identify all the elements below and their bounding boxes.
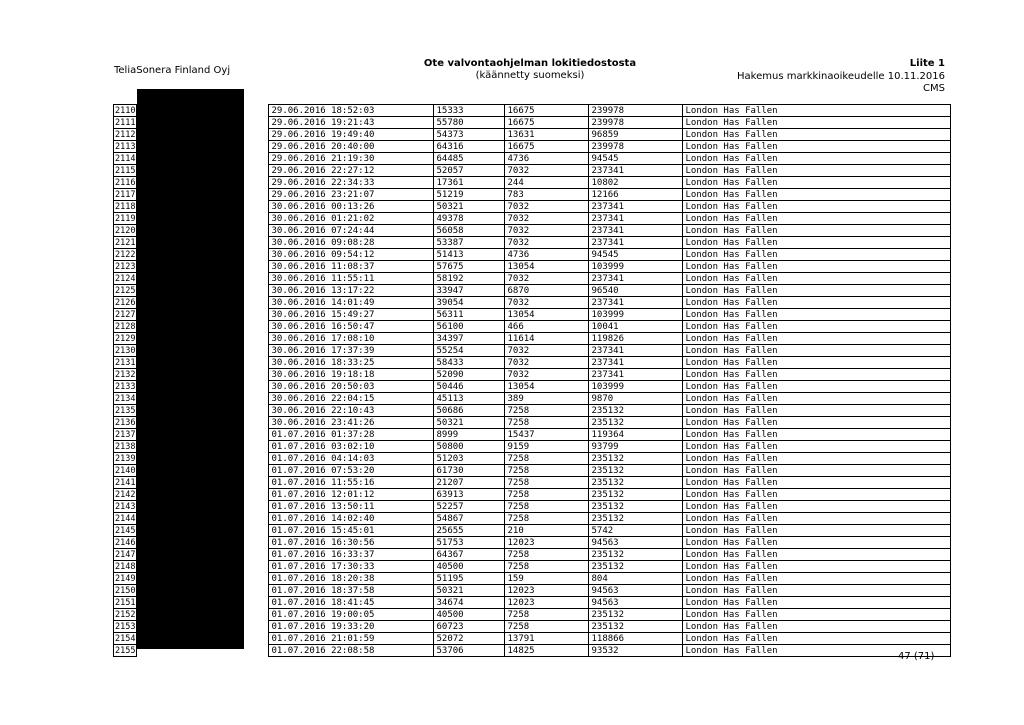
value-b-cell: 14825 [505, 645, 589, 657]
application-reference: Hakemus markkinaoikeudelle 10.11.2016 [737, 71, 945, 82]
row-id-cell: 2119 [115, 213, 136, 224]
value-c-cell: 239978 [589, 117, 683, 129]
timestamp-cell: 01.07.2016 18:41:45 [269, 597, 434, 609]
value-a-cell: 34397 [434, 333, 505, 345]
value-b-cell: 7032 [505, 297, 589, 309]
title-cell: London Has Fallen [683, 633, 951, 645]
value-b-cell: 6870 [505, 285, 589, 297]
row-id-cell: 2134 [115, 393, 136, 404]
timestamp-cell: 01.07.2016 14:02:40 [269, 513, 434, 525]
value-a-cell: 51219 [434, 189, 505, 201]
redaction-block [137, 89, 244, 649]
value-c-cell: 119826 [589, 333, 683, 345]
row-id-cell: 2125 [115, 285, 136, 296]
value-b-cell: 7258 [505, 477, 589, 489]
row-id-cell: 2128 [115, 321, 136, 332]
value-c-cell: 9870 [589, 393, 683, 405]
value-c-cell: 237341 [589, 369, 683, 381]
value-b-cell: 7258 [505, 405, 589, 417]
value-a-cell: 58433 [434, 357, 505, 369]
row-id-cell: 2139 [115, 453, 136, 464]
title-cell: London Has Fallen [683, 585, 951, 597]
value-c-cell: 235132 [589, 549, 683, 561]
value-b-cell: 7258 [505, 621, 589, 633]
value-b-cell: 159 [505, 573, 589, 585]
value-a-cell: 50446 [434, 381, 505, 393]
value-b-cell: 7032 [505, 201, 589, 213]
timestamp-cell: 30.06.2016 13:17:22 [269, 285, 434, 297]
value-b-cell: 15437 [505, 429, 589, 441]
title-cell: London Has Fallen [683, 225, 951, 237]
value-b-cell: 466 [505, 321, 589, 333]
value-c-cell: 94563 [589, 585, 683, 597]
value-a-cell: 52057 [434, 165, 505, 177]
timestamp-cell: 30.06.2016 22:04:15 [269, 393, 434, 405]
timestamp-cell: 30.06.2016 23:41:26 [269, 417, 434, 429]
value-a-cell: 50800 [434, 441, 505, 453]
value-b-cell: 7258 [505, 549, 589, 561]
value-c-cell: 237341 [589, 345, 683, 357]
value-c-cell: 235132 [589, 621, 683, 633]
title-cell: London Has Fallen [683, 393, 951, 405]
timestamp-cell: 30.06.2016 16:50:47 [269, 321, 434, 333]
timestamp-cell: 30.06.2016 01:21:02 [269, 213, 434, 225]
row-id-cell: 2154 [115, 633, 136, 644]
value-c-cell: 94545 [589, 153, 683, 165]
value-b-cell: 9159 [505, 441, 589, 453]
value-b-cell: 7258 [505, 513, 589, 525]
timestamp-cell: 30.06.2016 11:08:37 [269, 261, 434, 273]
timestamp-cell: 30.06.2016 17:08:10 [269, 333, 434, 345]
row-id-cell: 2144 [115, 513, 136, 524]
title-cell: London Has Fallen [683, 153, 951, 165]
row-id-cell: 2124 [115, 273, 136, 284]
timestamp-cell: 30.06.2016 14:01:49 [269, 297, 434, 309]
value-b-cell: 7032 [505, 273, 589, 285]
classification-label: CMS [923, 83, 945, 94]
value-a-cell: 51753 [434, 537, 505, 549]
row-id-cell: 2116 [115, 177, 136, 188]
timestamp-cell: 30.06.2016 15:49:27 [269, 309, 434, 321]
value-a-cell: 50321 [434, 417, 505, 429]
timestamp-cell: 01.07.2016 01:37:28 [269, 429, 434, 441]
timestamp-cell: 01.07.2016 19:00:05 [269, 609, 434, 621]
value-b-cell: 12023 [505, 585, 589, 597]
row-id-cell: 2117 [115, 189, 136, 200]
row-id-cell: 2129 [115, 333, 136, 344]
value-c-cell: 237341 [589, 201, 683, 213]
value-c-cell: 12166 [589, 189, 683, 201]
row-id-cell: 2136 [115, 417, 136, 428]
value-c-cell: 237341 [589, 165, 683, 177]
value-c-cell: 93532 [589, 645, 683, 657]
value-c-cell: 5742 [589, 525, 683, 537]
row-id-cell: 2120 [115, 225, 136, 236]
row-id-cell: 2112 [115, 129, 136, 140]
value-c-cell: 10041 [589, 321, 683, 333]
value-c-cell: 237341 [589, 225, 683, 237]
timestamp-cell: 29.06.2016 19:49:40 [269, 129, 434, 141]
timestamp-cell: 29.06.2016 22:34:33 [269, 177, 434, 189]
value-a-cell: 52072 [434, 633, 505, 645]
value-b-cell: 13791 [505, 633, 589, 645]
title-cell: London Has Fallen [683, 525, 951, 537]
value-c-cell: 237341 [589, 273, 683, 285]
value-c-cell: 235132 [589, 501, 683, 513]
value-c-cell: 96540 [589, 285, 683, 297]
timestamp-cell: 30.06.2016 00:13:26 [269, 201, 434, 213]
row-id-cell: 2143 [115, 501, 136, 512]
value-b-cell: 7032 [505, 225, 589, 237]
title-cell: London Has Fallen [683, 561, 951, 573]
row-id-cell: 2132 [115, 369, 136, 380]
value-a-cell: 49378 [434, 213, 505, 225]
title-cell: London Has Fallen [683, 573, 951, 585]
value-a-cell: 61730 [434, 465, 505, 477]
value-c-cell: 237341 [589, 357, 683, 369]
value-c-cell: 235132 [589, 489, 683, 501]
timestamp-cell: 30.06.2016 17:37:39 [269, 345, 434, 357]
row-id-cell: 2148 [115, 561, 136, 572]
title-cell: London Has Fallen [683, 549, 951, 561]
value-a-cell: 56100 [434, 321, 505, 333]
value-b-cell: 7032 [505, 369, 589, 381]
row-id-cell: 2147 [115, 549, 136, 560]
value-a-cell: 56058 [434, 225, 505, 237]
value-a-cell: 56311 [434, 309, 505, 321]
value-c-cell: 93799 [589, 441, 683, 453]
row-id-cell: 2140 [115, 465, 136, 476]
row-id-cell: 2153 [115, 621, 136, 632]
row-id-cell: 2133 [115, 381, 136, 392]
value-a-cell: 51413 [434, 249, 505, 261]
value-a-cell: 53706 [434, 645, 505, 657]
title-cell: London Has Fallen [683, 105, 951, 117]
value-b-cell: 12023 [505, 537, 589, 549]
timestamp-cell: 30.06.2016 18:33:25 [269, 357, 434, 369]
title-cell: London Has Fallen [683, 273, 951, 285]
value-a-cell: 8999 [434, 429, 505, 441]
title-cell: London Has Fallen [683, 501, 951, 513]
value-b-cell: 7258 [505, 609, 589, 621]
row-id-cell: 2131 [115, 357, 136, 368]
title-cell: London Has Fallen [683, 465, 951, 477]
timestamp-cell: 29.06.2016 22:27:12 [269, 165, 434, 177]
timestamp-cell: 01.07.2016 15:45:01 [269, 525, 434, 537]
value-a-cell: 50321 [434, 585, 505, 597]
title-cell: London Has Fallen [683, 453, 951, 465]
value-a-cell: 51195 [434, 573, 505, 585]
title-cell: London Has Fallen [683, 201, 951, 213]
title-cell: London Has Fallen [683, 333, 951, 345]
value-b-cell: 7258 [505, 501, 589, 513]
title-cell: London Has Fallen [683, 285, 951, 297]
timestamp-cell: 30.06.2016 07:24:44 [269, 225, 434, 237]
title-cell: London Has Fallen [683, 165, 951, 177]
row-id-cell: 2122 [115, 249, 136, 260]
row-id-cell: 2110 [115, 105, 136, 116]
value-b-cell: 7032 [505, 357, 589, 369]
value-b-cell: 11614 [505, 333, 589, 345]
title-cell: London Has Fallen [683, 345, 951, 357]
value-b-cell: 7258 [505, 561, 589, 573]
value-b-cell: 4736 [505, 249, 589, 261]
value-c-cell: 94545 [589, 249, 683, 261]
value-c-cell: 239978 [589, 105, 683, 117]
value-a-cell: 15333 [434, 105, 505, 117]
value-b-cell: 389 [505, 393, 589, 405]
value-a-cell: 63913 [434, 489, 505, 501]
value-a-cell: 57675 [434, 261, 505, 273]
value-b-cell: 13054 [505, 261, 589, 273]
row-id-cell: 2114 [115, 153, 136, 164]
timestamp-cell: 01.07.2016 12:01:12 [269, 489, 434, 501]
value-b-cell: 7258 [505, 453, 589, 465]
row-id-cell: 2155 [115, 645, 136, 656]
value-c-cell: 235132 [589, 465, 683, 477]
value-c-cell: 118866 [589, 633, 683, 645]
value-c-cell: 96859 [589, 129, 683, 141]
value-a-cell: 45113 [434, 393, 505, 405]
timestamp-cell: 30.06.2016 11:55:11 [269, 273, 434, 285]
value-b-cell: 16675 [505, 117, 589, 129]
attachment-label: Liite 1 [909, 58, 945, 69]
value-a-cell: 64485 [434, 153, 505, 165]
timestamp-cell: 01.07.2016 13:50:11 [269, 501, 434, 513]
timestamp-cell: 01.07.2016 22:08:58 [269, 645, 434, 657]
row-id-cell: 2149 [115, 573, 136, 584]
timestamp-cell: 29.06.2016 21:19:30 [269, 153, 434, 165]
value-c-cell: 237341 [589, 297, 683, 309]
title-cell: London Has Fallen [683, 609, 951, 621]
value-a-cell: 64316 [434, 141, 505, 153]
value-c-cell: 235132 [589, 513, 683, 525]
timestamp-cell: 01.07.2016 07:53:20 [269, 465, 434, 477]
value-b-cell: 7258 [505, 489, 589, 501]
value-a-cell: 25655 [434, 525, 505, 537]
row-id-cell: 2127 [115, 309, 136, 320]
value-b-cell: 16675 [505, 105, 589, 117]
value-a-cell: 60723 [434, 621, 505, 633]
value-a-cell: 50321 [434, 201, 505, 213]
value-c-cell: 239978 [589, 141, 683, 153]
value-b-cell: 210 [505, 525, 589, 537]
value-a-cell: 58192 [434, 273, 505, 285]
value-b-cell: 4736 [505, 153, 589, 165]
title-cell: London Has Fallen [683, 537, 951, 549]
title-cell: London Has Fallen [683, 297, 951, 309]
value-a-cell: 33947 [434, 285, 505, 297]
timestamp-cell: 29.06.2016 18:52:03 [269, 105, 434, 117]
timestamp-cell: 01.07.2016 17:30:33 [269, 561, 434, 573]
title-cell: London Has Fallen [683, 381, 951, 393]
title-cell: London Has Fallen [683, 489, 951, 501]
row-id-cell: 2138 [115, 441, 136, 452]
title-cell: London Has Fallen [683, 117, 951, 129]
value-a-cell: 53387 [434, 237, 505, 249]
value-c-cell: 237341 [589, 213, 683, 225]
title-cell: London Has Fallen [683, 321, 951, 333]
timestamp-cell: 30.06.2016 19:18:18 [269, 369, 434, 381]
value-b-cell: 244 [505, 177, 589, 189]
value-b-cell: 7258 [505, 465, 589, 477]
value-a-cell: 54867 [434, 513, 505, 525]
timestamp-cell: 30.06.2016 09:08:28 [269, 237, 434, 249]
document-title: Ote valvontaohjelman lokitiedostosta [423, 58, 637, 69]
row-id-cell: 2151 [115, 597, 136, 608]
value-b-cell: 13631 [505, 129, 589, 141]
title-cell: London Has Fallen [683, 369, 951, 381]
value-c-cell: 804 [589, 573, 683, 585]
timestamp-cell: 01.07.2016 03:02:10 [269, 441, 434, 453]
title-cell: London Has Fallen [683, 309, 951, 321]
value-a-cell: 17361 [434, 177, 505, 189]
value-b-cell: 783 [505, 189, 589, 201]
value-c-cell: 94563 [589, 537, 683, 549]
timestamp-cell: 29.06.2016 19:21:43 [269, 117, 434, 129]
row-id-cell: 2113 [115, 141, 136, 152]
row-id-cell: 2126 [115, 297, 136, 308]
value-b-cell: 7032 [505, 213, 589, 225]
row-id-cell: 2145 [115, 525, 136, 536]
title-cell: London Has Fallen [683, 249, 951, 261]
value-a-cell: 64367 [434, 549, 505, 561]
value-a-cell: 55780 [434, 117, 505, 129]
value-c-cell: 119364 [589, 429, 683, 441]
value-a-cell: 40500 [434, 609, 505, 621]
value-c-cell: 235132 [589, 453, 683, 465]
title-cell: London Has Fallen [683, 405, 951, 417]
row-id-cell: 2150 [115, 585, 136, 596]
timestamp-cell: 01.07.2016 18:37:58 [269, 585, 434, 597]
timestamp-cell: 30.06.2016 09:54:12 [269, 249, 434, 261]
row-id-cell: 2121 [115, 237, 136, 248]
title-cell: London Has Fallen [683, 177, 951, 189]
title-cell: London Has Fallen [683, 213, 951, 225]
value-c-cell: 235132 [589, 561, 683, 573]
row-id-cell: 2137 [115, 429, 136, 440]
title-cell: London Has Fallen [683, 129, 951, 141]
value-b-cell: 12023 [505, 597, 589, 609]
value-c-cell: 235132 [589, 609, 683, 621]
value-c-cell: 237341 [589, 237, 683, 249]
row-id-cell: 2141 [115, 477, 136, 488]
title-cell: London Has Fallen [683, 237, 951, 249]
value-c-cell: 235132 [589, 405, 683, 417]
value-c-cell: 103999 [589, 309, 683, 321]
timestamp-cell: 01.07.2016 18:20:38 [269, 573, 434, 585]
title-cell: London Has Fallen [683, 141, 951, 153]
value-a-cell: 54373 [434, 129, 505, 141]
value-b-cell: 13054 [505, 309, 589, 321]
timestamp-cell: 01.07.2016 16:33:37 [269, 549, 434, 561]
title-cell: London Has Fallen [683, 429, 951, 441]
title-cell: London Has Fallen [683, 261, 951, 273]
page-number: 47 (71) [898, 651, 935, 662]
row-id-cell: 2111 [115, 117, 136, 128]
row-id-cell: 2118 [115, 201, 136, 212]
timestamp-cell: 01.07.2016 19:33:20 [269, 621, 434, 633]
document-subtitle: (käännetty suomeksi) [475, 70, 585, 81]
value-b-cell: 16675 [505, 141, 589, 153]
row-id-cell: 2152 [115, 609, 136, 620]
timestamp-cell: 29.06.2016 20:40:00 [269, 141, 434, 153]
value-b-cell: 7032 [505, 165, 589, 177]
value-a-cell: 52090 [434, 369, 505, 381]
company-name: TeliaSonera Finland Oyj [114, 65, 231, 76]
title-cell: London Has Fallen [683, 357, 951, 369]
row-id-cell: 2123 [115, 261, 136, 272]
value-b-cell: 7258 [505, 417, 589, 429]
value-a-cell: 50686 [434, 405, 505, 417]
title-cell: London Has Fallen [683, 417, 951, 429]
row-id-cell: 2130 [115, 345, 136, 356]
timestamp-cell: 01.07.2016 16:30:56 [269, 537, 434, 549]
value-b-cell: 13054 [505, 381, 589, 393]
value-b-cell: 7032 [505, 345, 589, 357]
title-cell: London Has Fallen [683, 621, 951, 633]
timestamp-cell: 29.06.2016 23:21:07 [269, 189, 434, 201]
value-a-cell: 39054 [434, 297, 505, 309]
timestamp-cell: 01.07.2016 21:01:59 [269, 633, 434, 645]
timestamp-cell: 30.06.2016 22:10:43 [269, 405, 434, 417]
value-a-cell: 34674 [434, 597, 505, 609]
title-cell: London Has Fallen [683, 597, 951, 609]
row-id-cell: 2142 [115, 489, 136, 500]
value-c-cell: 103999 [589, 261, 683, 273]
timestamp-cell: 01.07.2016 04:14:03 [269, 453, 434, 465]
value-c-cell: 235132 [589, 477, 683, 489]
title-cell: London Has Fallen [683, 441, 951, 453]
value-a-cell: 21207 [434, 477, 505, 489]
value-c-cell: 10802 [589, 177, 683, 189]
row-id-cell: 2146 [115, 537, 136, 548]
title-cell: London Has Fallen [683, 477, 951, 489]
title-cell: London Has Fallen [683, 189, 951, 201]
title-cell: London Has Fallen [683, 645, 951, 657]
value-c-cell: 103999 [589, 381, 683, 393]
value-b-cell: 7032 [505, 237, 589, 249]
row-id-cell: 2135 [115, 405, 136, 416]
title-cell: London Has Fallen [683, 513, 951, 525]
value-c-cell: 235132 [589, 417, 683, 429]
timestamp-cell: 01.07.2016 11:55:16 [269, 477, 434, 489]
value-a-cell: 55254 [434, 345, 505, 357]
row-id-cell: 2115 [115, 165, 136, 176]
value-c-cell: 94563 [589, 597, 683, 609]
timestamp-cell: 30.06.2016 20:50:03 [269, 381, 434, 393]
value-a-cell: 51203 [434, 453, 505, 465]
value-a-cell: 52257 [434, 501, 505, 513]
value-a-cell: 40500 [434, 561, 505, 573]
